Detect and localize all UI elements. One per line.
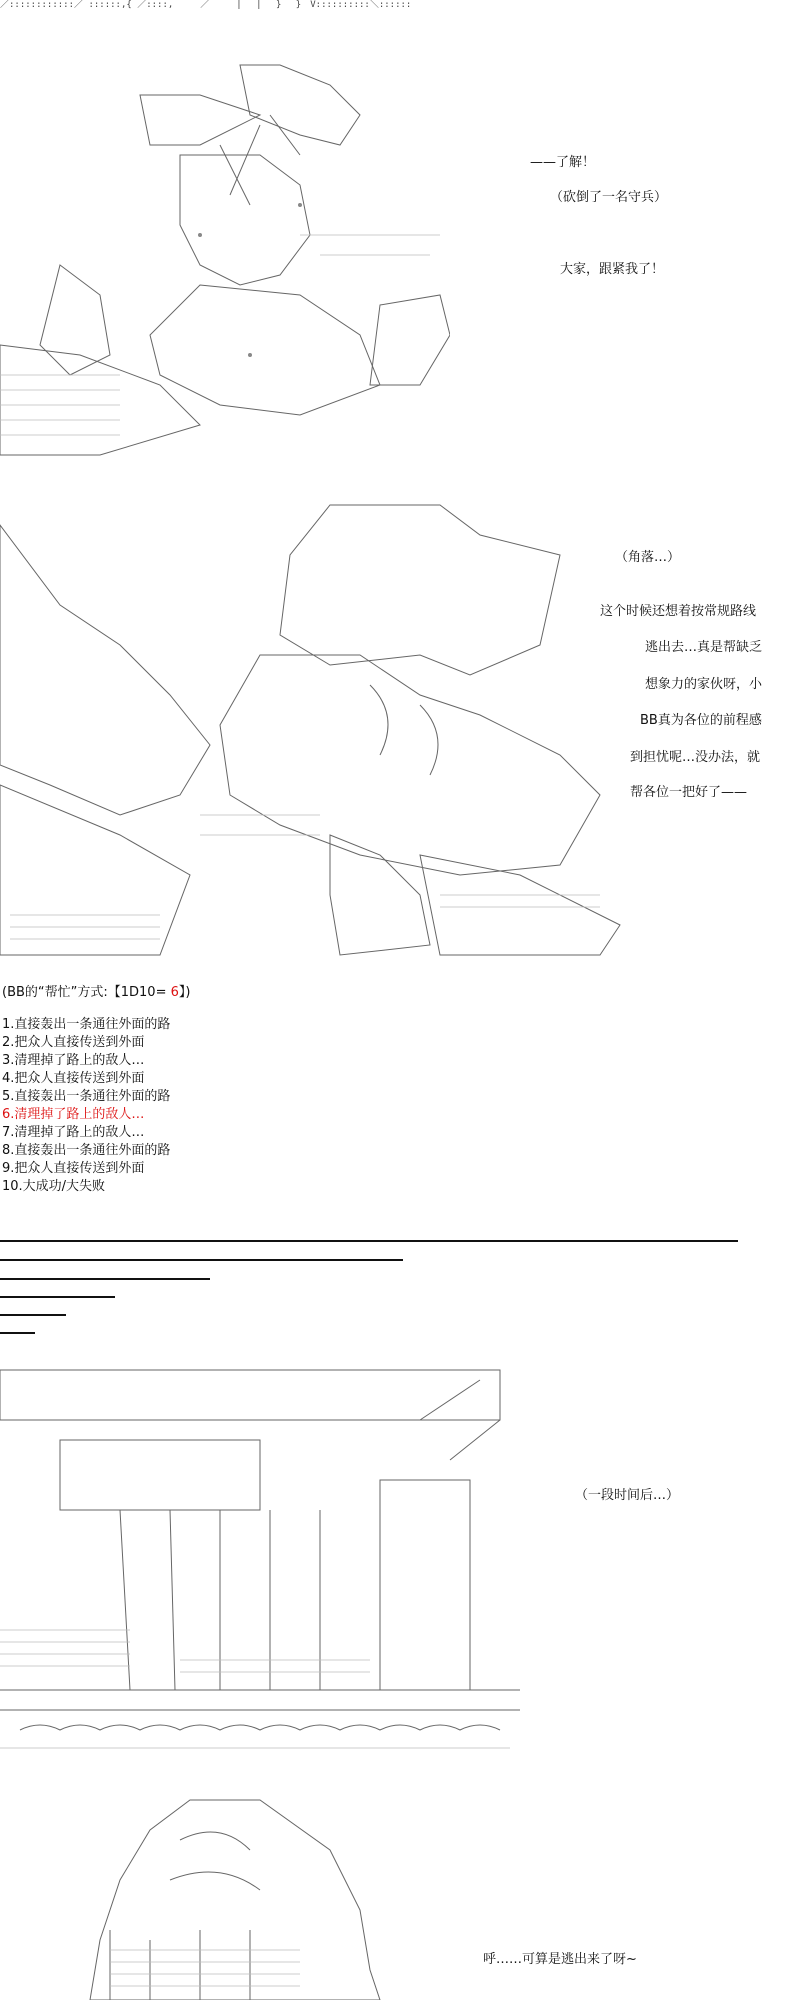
dialog-line: （砍倒了一名守兵） [550,190,668,205]
dialog-line: 帮各位一把好了—— [630,785,748,800]
roll-title [2,981,190,1000]
roll-options [2,1016,170,1196]
dialog-line: 想象力的家伙呀，小 [645,677,763,692]
roll-prefix: (BB的“帮忙”方式:【1D10= [2,985,171,1000]
dialog-line: 大家，跟紧我了！ [560,262,665,277]
dialog-line: 这个时候还想着按常规路线 [600,604,757,619]
list-item: 1.直接轰出一条通往外面的路 [2,1017,171,1032]
list-item: 4.把众人直接传送到外面 [2,1071,145,1086]
divider [0,1259,403,1261]
divider [0,1314,66,1316]
list-item: 5.直接轰出一条通往外面的路 [2,1089,171,1104]
top-fragment-aa: ／::::::::::::／ ::::::,{ ／::::, ／ | | } } V::::::::::＼:::::: [0,0,412,10]
dialog-line: ——了解！ [530,155,596,170]
roll-result: 6 [170,985,179,1000]
roll-suffix: 】) [178,985,191,1000]
dialog-line: 呼……可算是逃出来了呀~ [483,1952,637,1967]
divider [0,1296,115,1298]
divider [0,1332,35,1334]
list-item: 10.大成功/大失败 [2,1179,106,1194]
aa-art-castle [0,1360,520,1760]
dialog-line: 逃出去…真是帮缺乏 [645,640,763,655]
dialog-line: 到担忧呢…没办法，就 [630,750,761,765]
divider [0,1278,210,1280]
list-item: 3.清理掉了路上的敌人… [2,1053,145,1068]
aa-art-knight [0,55,450,465]
dialog-line: （角落…） [615,550,681,565]
dialog-line: BB真为各位的前程感 [640,713,762,728]
list-item: 7.清理掉了路上的敌人… [2,1125,145,1140]
divider [0,1240,738,1242]
list-item: 8.直接轰出一条通往外面的路 [2,1143,171,1158]
list-item: 9.把众人直接传送到外面 [2,1161,145,1176]
list-item-selected: 6.清理掉了路上的敌人… [2,1107,145,1122]
dialog-line: （一段时间后…） [575,1488,680,1503]
list-item: 2.把众人直接传送到外面 [2,1035,145,1050]
aa-art-figure [0,1790,400,2000]
aa-art-bb [0,495,640,970]
